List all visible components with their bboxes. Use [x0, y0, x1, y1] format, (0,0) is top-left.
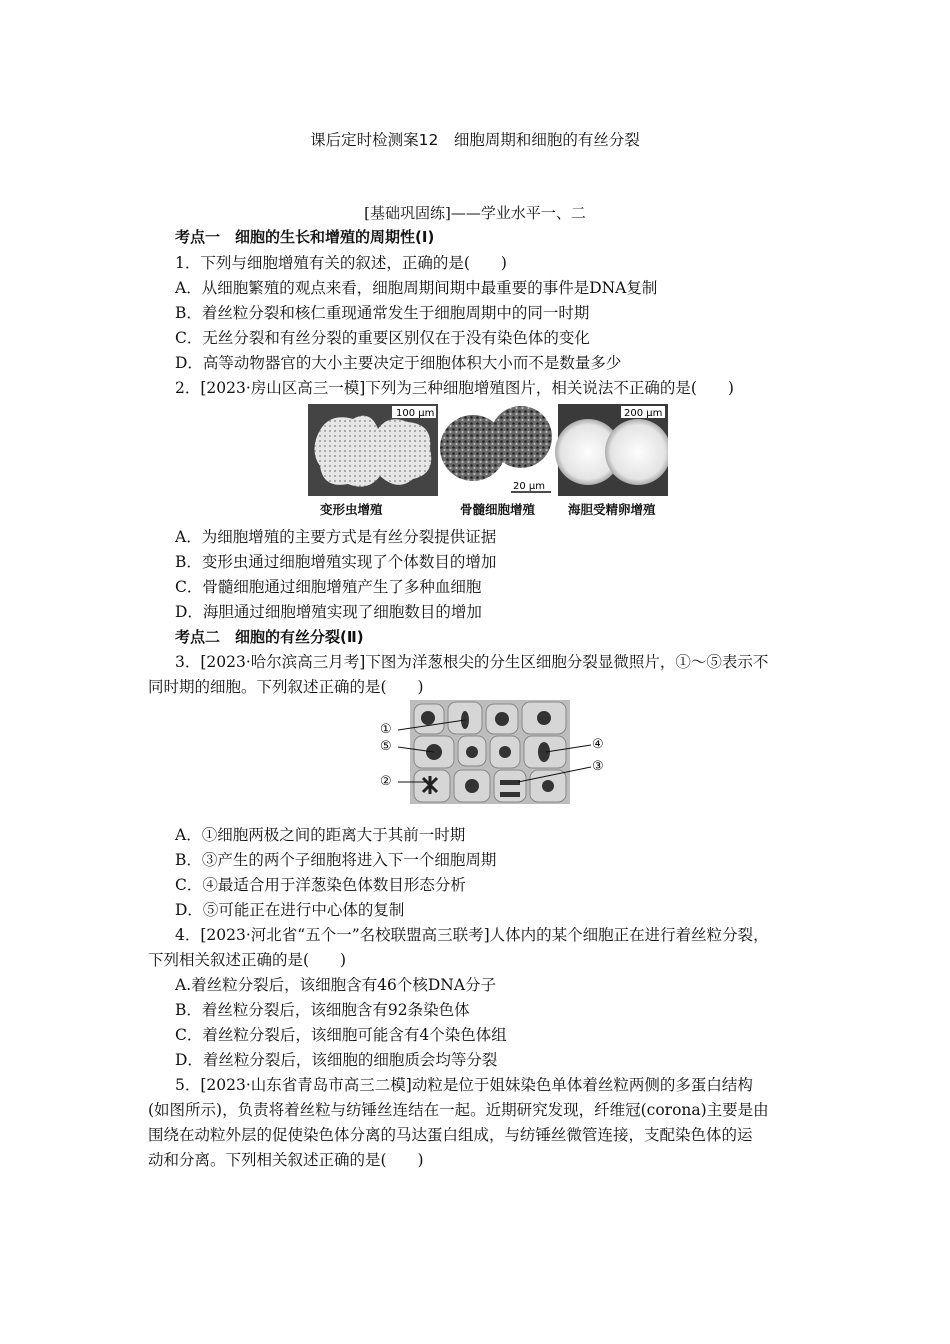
q1-stem: 1．下列与细胞增殖有关的叙述，正确的是( ): [175, 254, 507, 272]
q1-option-c: C．无丝分裂和有丝分裂的重要区别仅在于没有染色体的变化: [175, 329, 590, 347]
marrow-cell-2: [490, 406, 552, 468]
scale-100um: 100 μm: [396, 408, 435, 419]
q4-option-c: C．着丝粒分裂后，该细胞可能含有4个染色体组: [175, 1026, 507, 1044]
amoeba-image: [314, 416, 431, 487]
q3-figure: [378, 700, 608, 806]
urchin-cell-2: [605, 419, 668, 485]
q1-option-b: B．着丝粒分裂和核仁重现通常发生于细胞周期中的同一时期: [175, 304, 590, 322]
cell-division-photos: [308, 404, 668, 496]
q3-option-b: B．③产生的两个子细胞将进入下一个细胞周期: [175, 851, 497, 869]
page-title: 课后定时检测案12 细胞周期和细胞的有丝分裂: [310, 131, 640, 149]
marker-3: ③: [592, 759, 604, 774]
q4-option-a: A.着丝粒分裂后，该细胞含有46个核DNA分子: [175, 976, 497, 994]
q4-option-b: B．着丝粒分裂后，该细胞含有92条染色体: [175, 1001, 470, 1019]
onion-root-tip-micrograph: [378, 700, 608, 806]
kaodian-2-heading: 考点二 细胞的有丝分裂(Ⅱ): [175, 628, 364, 646]
q3-option-c: C．④最适合用于洋葱染色体数目形态分析: [175, 876, 466, 894]
q2-option-a: A．为细胞增殖的主要方式是有丝分裂提供证据: [175, 528, 497, 546]
q5-line-2: (如图所示)，负责将着丝粒与纺锤丝连结在一起。近期研究发现，纤维冠(corona)主要是由: [148, 1101, 769, 1119]
q3-option-d: D．⑤可能正在进行中心体的复制: [175, 901, 405, 919]
q4-option-d: D．着丝粒分裂后，该细胞的细胞质会均等分裂: [175, 1051, 498, 1069]
q4-stem-line-1: 4．[2023·河北省“五个一”名校联盟高三联考]人体内的某个细胞正在进行着丝粒分裂，: [175, 926, 769, 944]
q2-stem: 2．[2023·房山区高三一模]下列为三种细胞增殖图片，相关说法不正确的是( ): [175, 379, 734, 397]
q1-option-d: D．高等动物器官的大小主要决定于细胞体积大小而不是数量多少: [175, 354, 622, 372]
q1-option-a: A．从细胞繁殖的观点来看，细胞周期间期中最重要的事件是DNA复制: [175, 279, 658, 297]
marker-2: ②: [380, 774, 392, 789]
section-heading: [基础巩固练]——学业水平一、二: [364, 204, 586, 222]
cell-3-telophase: [500, 780, 520, 785]
q3-stem-line-2: 同时期的细胞。下列叙述正确的是( ): [148, 678, 424, 696]
marker-1: ①: [380, 722, 392, 737]
scale-20um: 20 μm: [513, 481, 546, 492]
caption-marrow: 骨髓细胞增殖: [460, 502, 536, 517]
q5-line-3: 围绕在动粒外层的促使染色体分离的马达蛋白组成，与纺锤丝微管连接，支配染色体的运: [148, 1126, 753, 1144]
marker-4: ④: [592, 737, 604, 752]
q5-line-4: 动和分离。下列相关叙述正确的是( ): [148, 1151, 424, 1169]
q3-stem-line-1: 3．[2023·哈尔滨高三月考]下图为洋葱根尖的分生区细胞分裂显微照片，①～⑤表示不: [175, 653, 769, 671]
caption-urchin: 海胆受精卵增殖: [568, 502, 656, 517]
q2-option-c: C．骨髓细胞通过细胞增殖产生了多种血细胞: [175, 578, 482, 596]
scale-200um: 200 μm: [624, 408, 663, 419]
q5-line-1: 5．[2023·山东省青岛市高三二模]动粒是位于姐妹染色单体着丝粒两侧的多蛋白结构: [175, 1076, 753, 1094]
q2-option-b: B．变形虫通过细胞增殖实现了个体数目的增加: [175, 553, 497, 571]
q2-option-d: D．海胆通过细胞增殖实现了细胞数目的增加: [175, 603, 482, 621]
kaodian-1-heading: 考点一 细胞的生长和增殖的周期性(Ⅰ): [175, 228, 435, 246]
marker-5: ⑤: [380, 739, 392, 754]
caption-amoeba: 变形虫增殖: [320, 502, 383, 517]
q3-option-a: A．①细胞两极之间的距离大于其前一时期: [175, 826, 466, 844]
q4-stem-line-2: 下列相关叙述正确的是( ): [148, 951, 347, 969]
